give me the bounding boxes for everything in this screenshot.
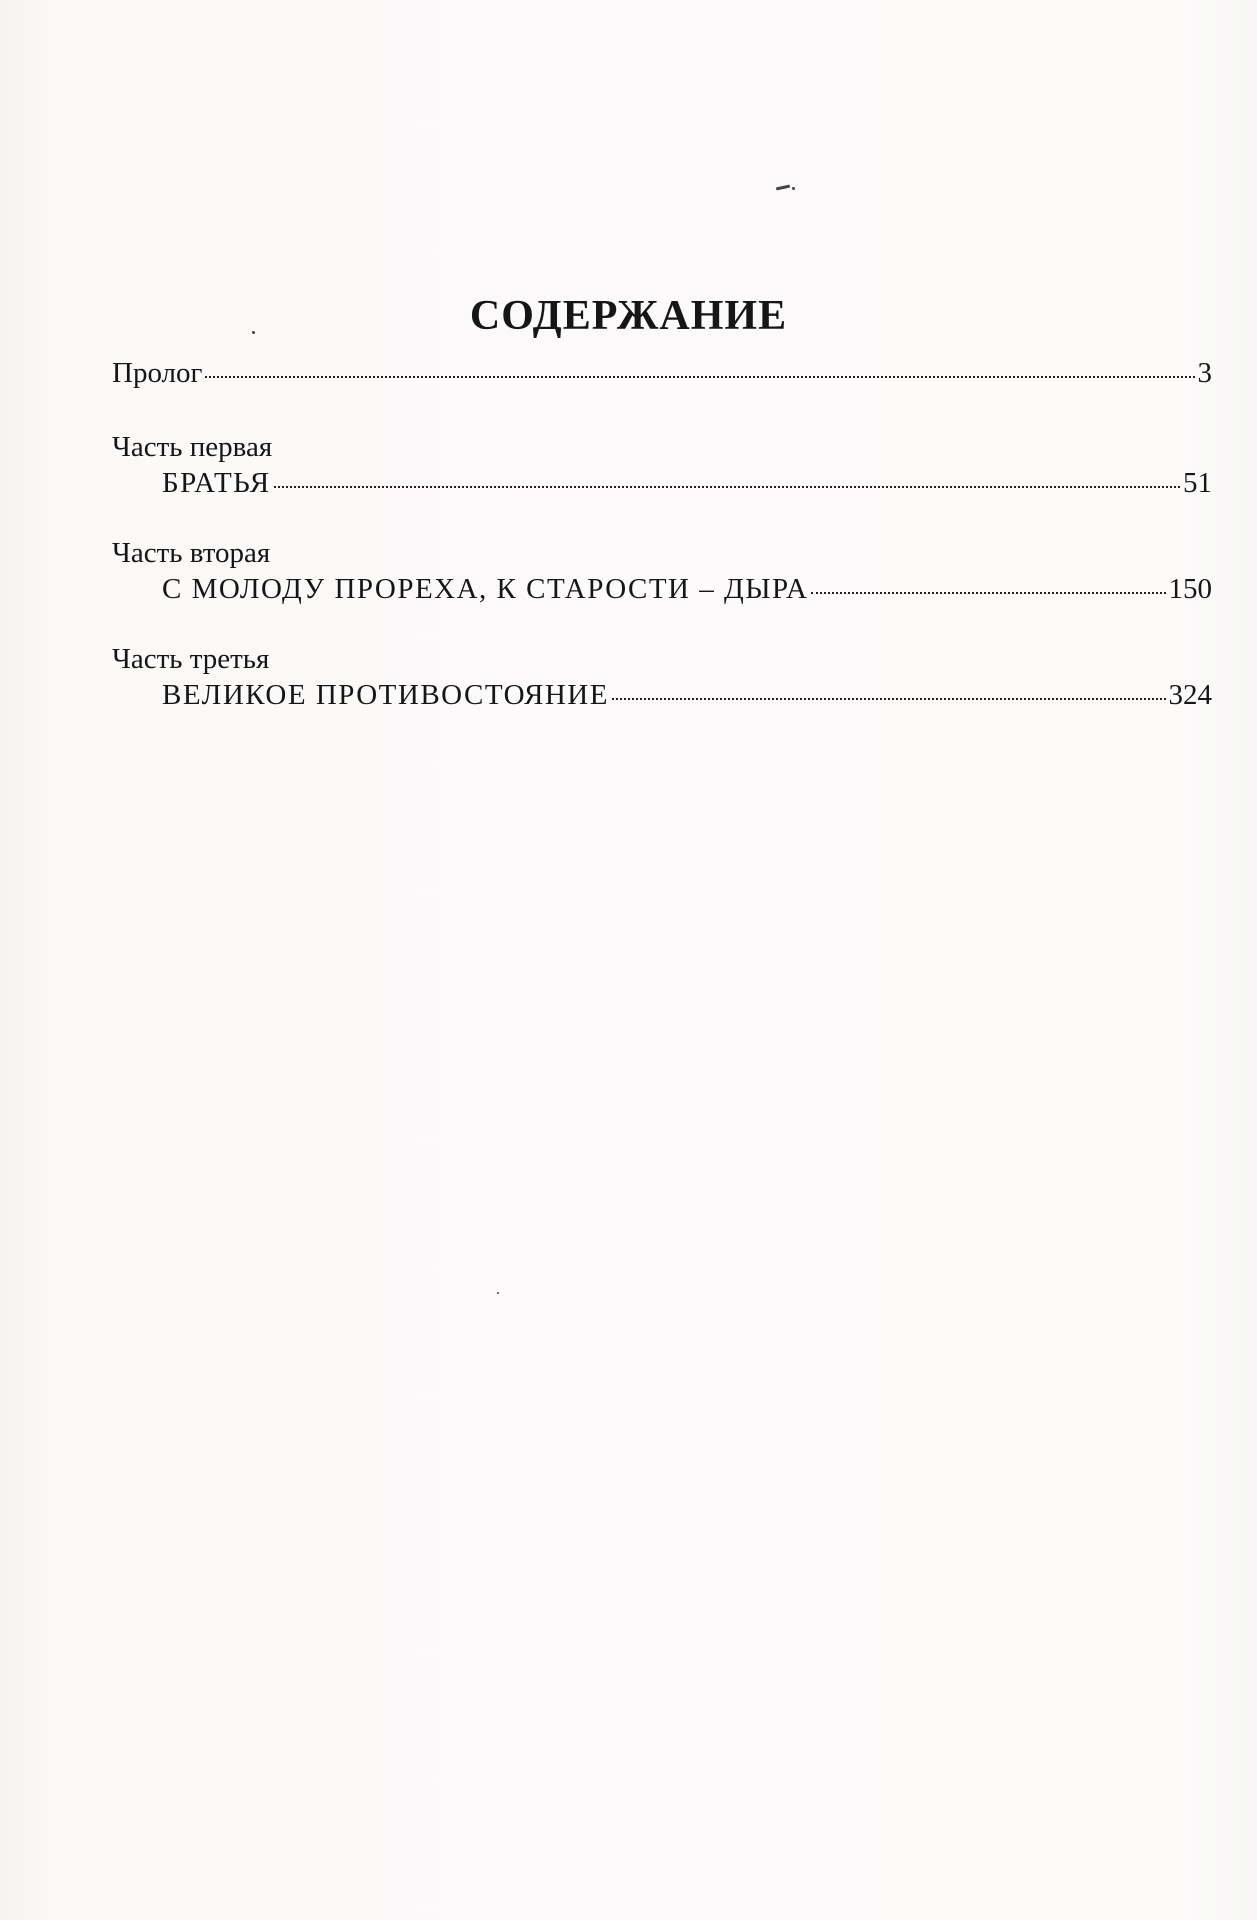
- dot-leader: [811, 592, 1165, 594]
- page-number: 324: [1168, 679, 1212, 711]
- toc-row: [112, 355, 1212, 391]
- toc-row: [112, 571, 1212, 607]
- page-number: 3: [1197, 357, 1212, 389]
- toc-entry-prolog: [112, 355, 1212, 391]
- part-label: Часть первая: [112, 431, 273, 463]
- page-number: 51: [1183, 467, 1212, 499]
- dot-leader: [612, 698, 1166, 700]
- dot-leader: [274, 486, 1180, 488]
- toc-row: [112, 465, 1212, 501]
- entry-title: С МОЛОДУ ПРОРЕХА, К СТАРОСТИ – ДЫРА: [162, 573, 809, 605]
- dot-leader: [205, 376, 1194, 378]
- toc-entry-part-3: [112, 641, 1212, 713]
- toc-entry-part-1: [112, 429, 1212, 501]
- table-of-contents: [112, 355, 1212, 713]
- part-label: Часть третья: [112, 643, 270, 675]
- toc-entry-part-2: [112, 535, 1212, 607]
- part-label: Часть вторая: [112, 537, 271, 569]
- page-number: 150: [1168, 573, 1212, 605]
- entry-title: БРАТЬЯ: [162, 467, 271, 499]
- entry-title: ВЕЛИКОЕ ПРОТИВОСТОЯНИЕ: [162, 679, 609, 711]
- toc-title: СОДЕРЖАНИЕ: [469, 293, 788, 339]
- toc-row: [112, 677, 1212, 713]
- entry-title: Пролог: [112, 357, 203, 389]
